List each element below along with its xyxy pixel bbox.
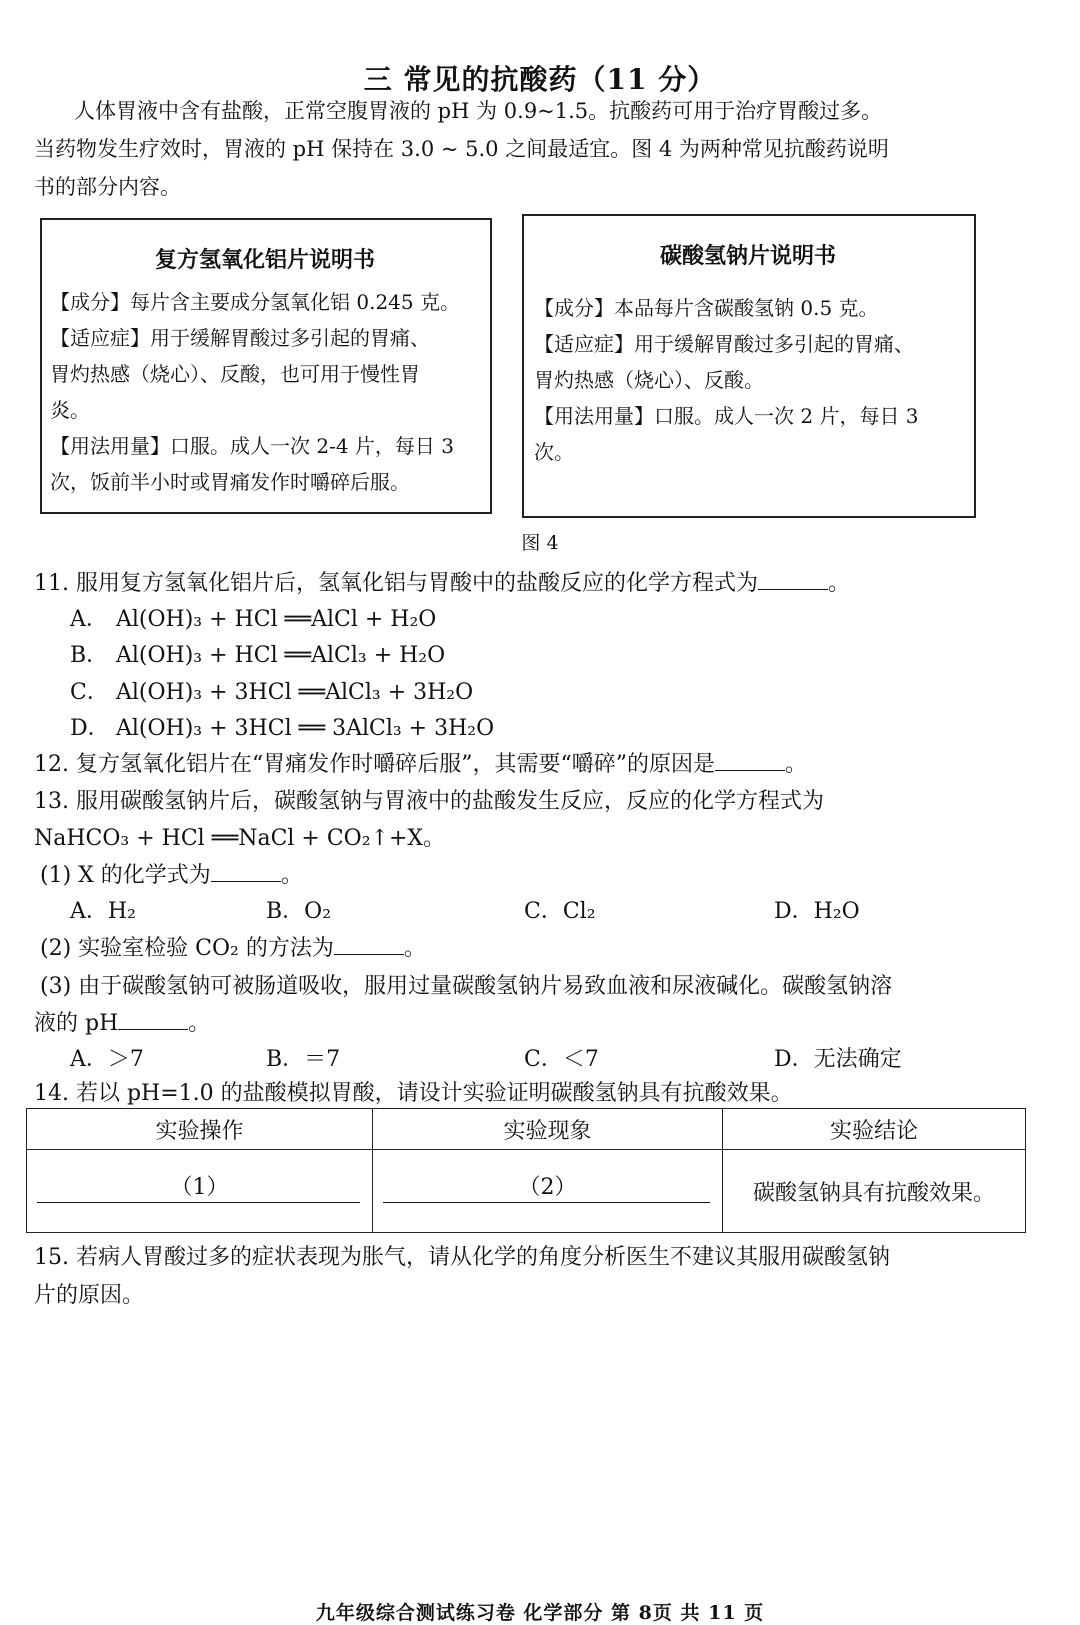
option-label: B． (70, 643, 109, 668)
question-13-part-1 (40, 858, 303, 889)
question-13-part-3-line-1: (3) 由于碳酸氢钠可被肠道吸收，服用过量碳酸氢钠片易致血液和尿液碱化。碳酸氢钠溶 (40, 974, 893, 999)
option-b[interactable]: B．＝7 (266, 1047, 341, 1072)
question-13-part-2 (40, 931, 426, 962)
option-a[interactable] (70, 602, 436, 633)
intro-line-1: 人体胃液中含有盐酸，正常空腹胃液的 pH 为 0.9~1.5。抗酸药可用于治疗胃酸过多。 (74, 99, 883, 123)
question-14-stem: 14. 若以 pH=1.0 的盐酸模拟胃酸，请设计实验证明碳酸氢钠具有抗酸效果。 (34, 1081, 793, 1106)
answer-blank[interactable] (118, 1011, 188, 1030)
cell-conclusion: 碳酸氢钠具有抗酸效果。 (723, 1150, 1026, 1233)
leaflet-1-line: 次，饭前半小时或胃痛发作时嚼碎后服。 (50, 470, 410, 494)
leaflet-2-line: 胃灼热感（烧心）、反酸。 (534, 368, 764, 392)
intro-line-2: 当药物发生疗效时，胃液的 pH 保持在 3.0 ~ 5.0 之间最适宜。图 4 为两种常见抗酸药说明 (34, 137, 889, 161)
question-13-stem: 13. 服用碳酸氢钠片后，碳酸氢钠与胃液中的盐酸发生反应，反应的化学方程式为 (34, 789, 824, 814)
punctuation: 。 (784, 752, 807, 777)
leaflet-2-line: 【成分】本品每片含碳酸氢钠 0.5 克。 (534, 296, 879, 320)
part-1-stem: (1) X 的化学式为 (40, 863, 211, 888)
option-d[interactable] (70, 711, 494, 742)
question-13-equation: NaHCO₃ + HCl ══NaCl + CO₂↑+X。 (34, 826, 446, 851)
leaflet-1-line: 【适应症】用于缓解胃酸过多引起的胃痛、 (50, 326, 430, 350)
table-row (27, 1150, 1026, 1233)
option-d[interactable]: D．H₂O (774, 899, 860, 924)
table-header-row (27, 1109, 1026, 1150)
option-label: A． (70, 607, 108, 632)
option-text: Al(OH)₃ + HCl ══AlCl + H₂O (116, 607, 437, 632)
option-d[interactable]: D．无法确定 (774, 1047, 902, 1072)
leaflet-2-line: 次。 (534, 440, 574, 464)
page-footer: 九年级综合测试练习卷 化学部分 第 8页 共 11 页 (315, 1602, 765, 1624)
punctuation: 。 (280, 863, 303, 888)
leaflet-1-line: 炎。 (50, 398, 90, 422)
option-b[interactable] (70, 638, 445, 669)
option-text: Al(OH)₃ + HCl ══AlCl₃ + H₂O (116, 643, 446, 668)
header-phenomenon: 实验现象 (373, 1109, 723, 1150)
intro-paragraph (34, 92, 1034, 206)
answer-blank[interactable] (211, 863, 281, 882)
question-15-line-1: 15. 若病人胃酸过多的症状表现为胀气，请从化学的角度分析医生不建议其服用碳酸氢钠 (34, 1245, 890, 1270)
leaflet-1-title: 复方氢氧化铝片说明书 (154, 247, 375, 273)
experiment-table (26, 1108, 1026, 1233)
punctuation: 。 (188, 1011, 211, 1036)
leaflet-sodium-bicarbonate (522, 214, 976, 518)
option-c[interactable]: C．Cl₂ (524, 899, 596, 924)
option-label: D． (70, 716, 110, 741)
leaflet-1-line: 【用法用量】口服。成人一次 2-4 片，每日 3 (50, 434, 455, 458)
option-c[interactable]: C．＜7 (524, 1047, 599, 1072)
option-text: Al(OH)₃ + 3HCl ══ 3AlCl₃ + 3H₂O (116, 716, 495, 741)
question-11 (34, 566, 850, 597)
question-12 (34, 747, 807, 778)
answer-blank[interactable] (334, 936, 404, 955)
cell-phenomenon[interactable] (373, 1150, 723, 1233)
blank-number: （2） (518, 1175, 577, 1200)
leaflet-1-line: 胃灼热感（烧心）、反酸，也可用于慢性胃 (50, 362, 420, 386)
part-3-stem: 液的 pH (34, 1011, 119, 1036)
punctuation: 。 (403, 936, 426, 961)
question-15-line-2: 片的原因。 (34, 1283, 145, 1308)
leaflet-2-title: 碳酸氢钠片说明书 (659, 243, 836, 269)
question-13-part-3-line-2 (34, 1006, 210, 1037)
intro-line-3: 书的部分内容。 (34, 175, 181, 199)
header-conclusion: 实验结论 (723, 1109, 1026, 1150)
leaflet-aluminum-hydroxide (40, 218, 492, 514)
option-text: Al(OH)₃ + 3HCl ══AlCl₃ + 3H₂O (116, 680, 474, 705)
answer-line[interactable] (383, 1202, 710, 1203)
option-label: C． (70, 680, 109, 705)
leaflet-1-line: 【成分】每片含主要成分氢氧化铝 0.245 克。 (50, 290, 460, 314)
option-a[interactable]: A．H₂ (70, 899, 136, 924)
header-operation: 实验操作 (27, 1109, 373, 1150)
punctuation: 。 (827, 571, 850, 596)
answer-line[interactable] (37, 1202, 360, 1203)
option-b[interactable]: B．O₂ (266, 899, 332, 924)
answer-blank[interactable] (715, 752, 785, 771)
answer-blank[interactable] (758, 571, 828, 590)
part-2-stem: (2) 实验室检验 CO₂ 的方法为 (40, 936, 334, 961)
option-c[interactable] (70, 675, 473, 706)
option-a[interactable]: A．＞7 (70, 1047, 144, 1072)
leaflet-2-line: 【用法用量】口服。成人一次 2 片，每日 3 (534, 404, 919, 428)
blank-number: （1） (170, 1175, 229, 1200)
question-12-stem: 12. 复方氢氧化铝片在“胃痛发作时嚼碎后服”，其需要“嚼碎”的原因是 (34, 752, 715, 777)
question-11-stem: 11. 服用复方氢氧化铝片后，氢氧化铝与胃酸中的盐酸反应的化学方程式为 (34, 571, 758, 596)
figure-caption: 图 4 (521, 532, 559, 554)
section-title: 三 常见的抗酸药（11 分） (363, 63, 717, 96)
cell-operation[interactable] (27, 1150, 373, 1233)
leaflet-2-line: 【适应症】用于缓解胃酸过多引起的胃痛、 (534, 332, 914, 356)
